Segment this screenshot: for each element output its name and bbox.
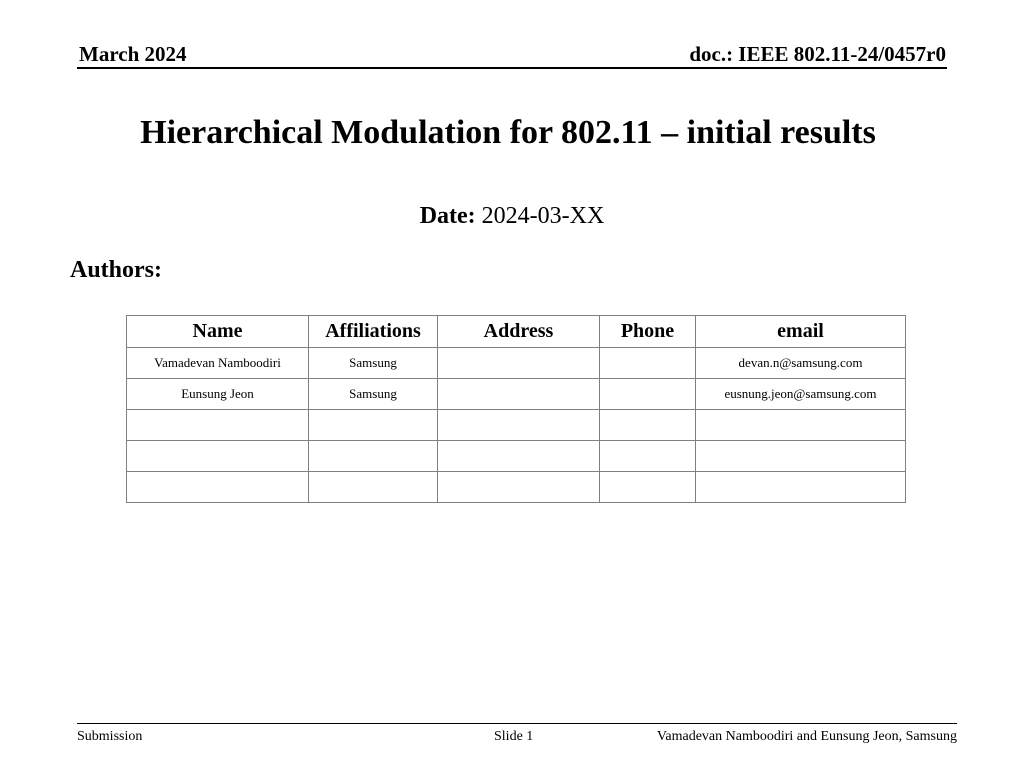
cell-phone xyxy=(600,379,696,410)
cell-email: eusnung.jeon@samsung.com xyxy=(696,379,906,410)
cell-address xyxy=(438,441,600,472)
table-row xyxy=(127,410,906,441)
cell-affiliation xyxy=(309,441,438,472)
footer-slide-number: Slide 1 xyxy=(494,729,534,744)
cell-phone xyxy=(600,410,696,441)
header-divider xyxy=(77,67,947,69)
footer-authors: Vamadevan Namboodiri and Eunsung Jeon, Samsung xyxy=(656,729,957,744)
cell-address xyxy=(438,348,600,379)
date-label: Date: xyxy=(419,203,476,229)
date-line xyxy=(0,203,1024,230)
cell-affiliation: Samsung xyxy=(309,379,438,410)
cell-name: Vamadevan Namboodiri xyxy=(127,348,309,379)
table-row xyxy=(127,348,906,379)
column-header-email: email xyxy=(696,316,906,348)
cell-phone xyxy=(600,441,696,472)
table-row xyxy=(127,379,906,410)
cell-name: Eunsung Jeon xyxy=(127,379,309,410)
cell-address xyxy=(438,472,600,503)
cell-name xyxy=(127,472,309,503)
column-header-phone: Phone xyxy=(600,316,696,348)
cell-address xyxy=(438,410,600,441)
cell-email: devan.n@samsung.com xyxy=(696,348,906,379)
header-date: March 2024 xyxy=(79,42,187,66)
date-value: 2024-03-XX xyxy=(481,203,605,229)
authors-label: Authors: xyxy=(70,257,163,283)
table-row xyxy=(127,472,906,503)
cell-email xyxy=(696,441,906,472)
cell-address xyxy=(438,379,600,410)
table-row xyxy=(127,441,906,472)
column-header-name: Name xyxy=(127,316,309,348)
cell-affiliation xyxy=(309,472,438,503)
slide-title: Hierarchical Modulation for 802.11 – initial results xyxy=(140,114,876,151)
cell-affiliation: Samsung xyxy=(309,348,438,379)
authors-table xyxy=(126,315,906,503)
footer-submission: Submission xyxy=(77,729,143,744)
cell-email xyxy=(696,472,906,503)
cell-name xyxy=(127,441,309,472)
column-header-address: Address xyxy=(438,316,600,348)
cell-name xyxy=(127,410,309,441)
table-header-row xyxy=(127,316,906,348)
footer-divider xyxy=(77,723,957,724)
cell-phone xyxy=(600,472,696,503)
column-header-affiliations: Affiliations xyxy=(309,316,438,348)
header-doc-id: doc.: IEEE 802.11-24/0457r0 xyxy=(689,42,946,66)
cell-phone xyxy=(600,348,696,379)
cell-email xyxy=(696,410,906,441)
cell-affiliation xyxy=(309,410,438,441)
